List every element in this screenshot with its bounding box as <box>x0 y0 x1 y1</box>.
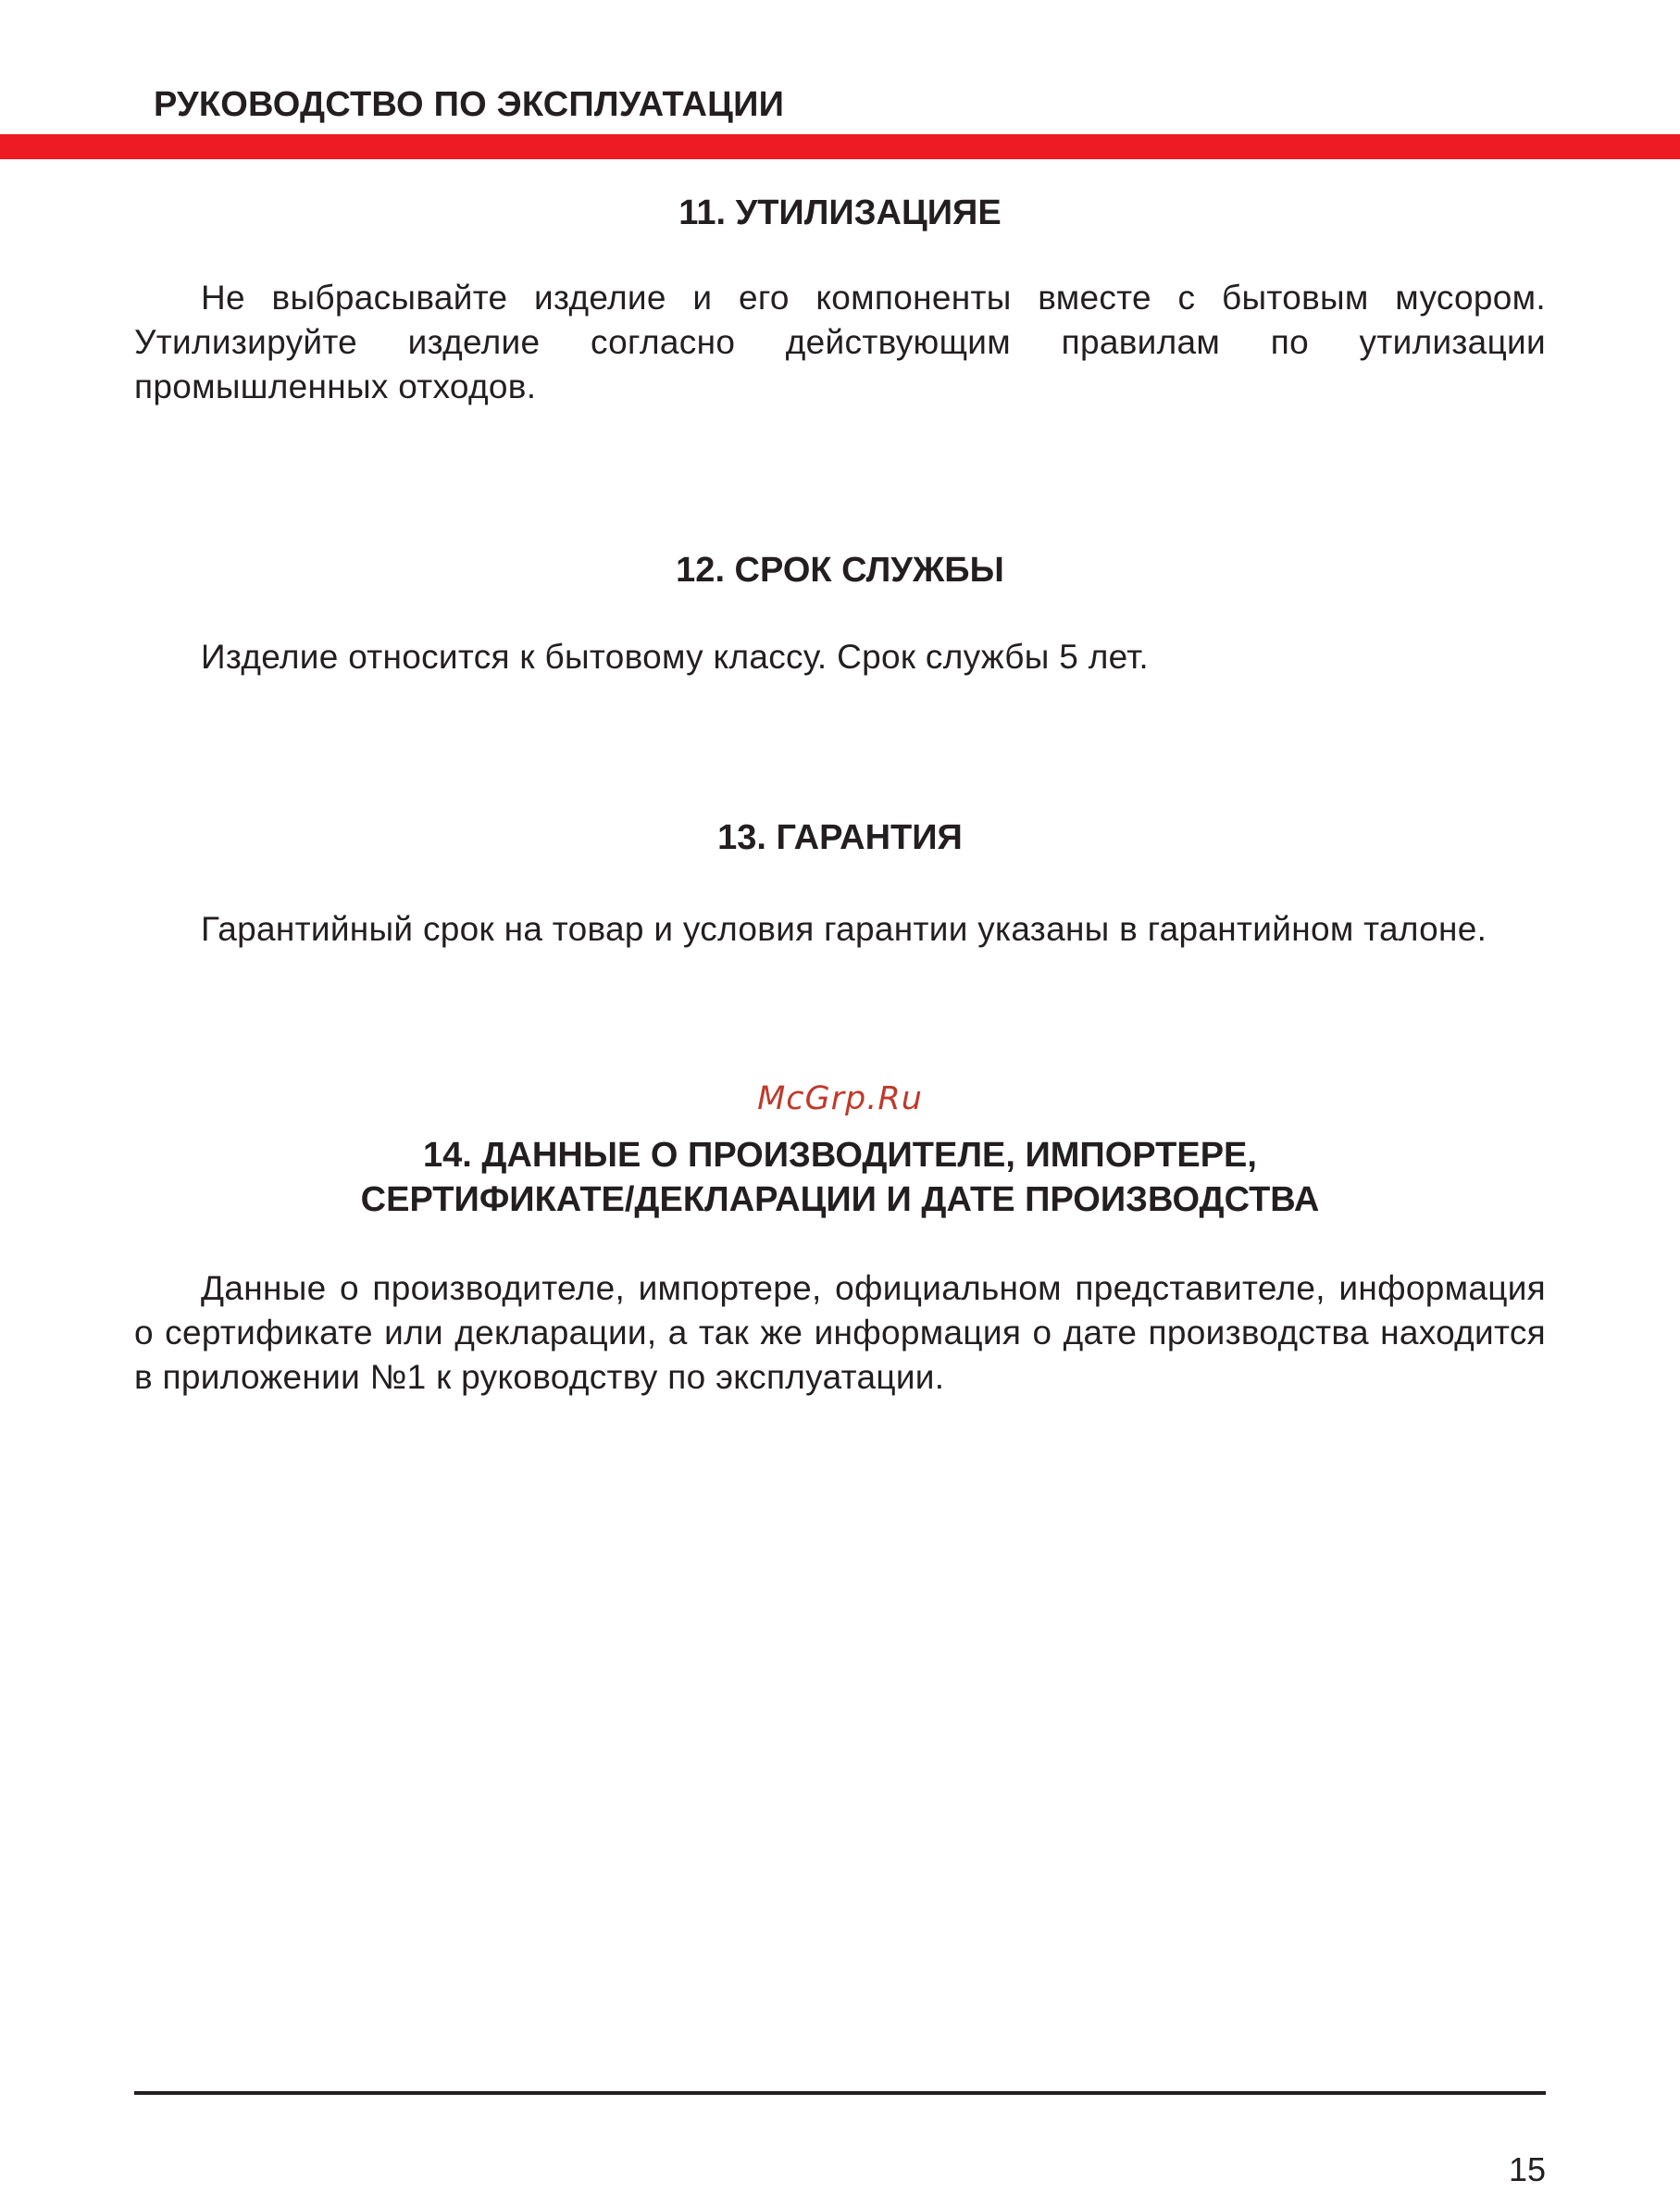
section-14-heading-line1: 14. ДАННЫЕ О ПРОИЗВОДИТЕЛЕ, ИМПОРТЕРЕ, <box>423 1136 1257 1175</box>
section-13-heading: 13. ГАРАНТИЯ <box>717 818 963 857</box>
section-14-text: Данные о производителе, импортере, официальном представителе, информация о сертификате или декларации, а так же информация о дате производства находится в приложении №1 к руководству по эксплуатации. <box>134 1269 1546 1396</box>
footer-divider <box>134 2091 1546 2095</box>
watermark-link[interactable]: McGrp.Ru <box>757 1080 923 1117</box>
header-red-bar <box>0 134 1680 159</box>
section-11-heading: 11. УТИЛИЗАЦИЯЕ <box>678 193 1002 232</box>
section-12-heading: 12. СРОК СЛУЖБЫ <box>676 551 1004 590</box>
page-number: 15 <box>1508 2150 1546 2188</box>
section-11-text: Не выбрасывайте изделие и его компоненты вместе с бытовым мусором. Утилизируйте изделие согласно действующим правилам по утилизации промышленных отходов. <box>134 279 1546 405</box>
section-12-text: Изделие относится к бытовому классу. Срок службы 5 лет. <box>201 638 1149 676</box>
section-14-heading-line2: СЕРТИФИКАТЕ/ДЕКЛАРАЦИИ И ДАТЕ ПРОИЗВОДСТВА <box>360 1180 1320 1219</box>
section-13-text: Гарантийный срок на товар и условия гарантии указаны в гарантийном талоне. <box>201 910 1487 948</box>
document-header-title: РУКОВОДСТВО ПО ЭКСПЛУАТАЦИИ <box>154 85 785 124</box>
